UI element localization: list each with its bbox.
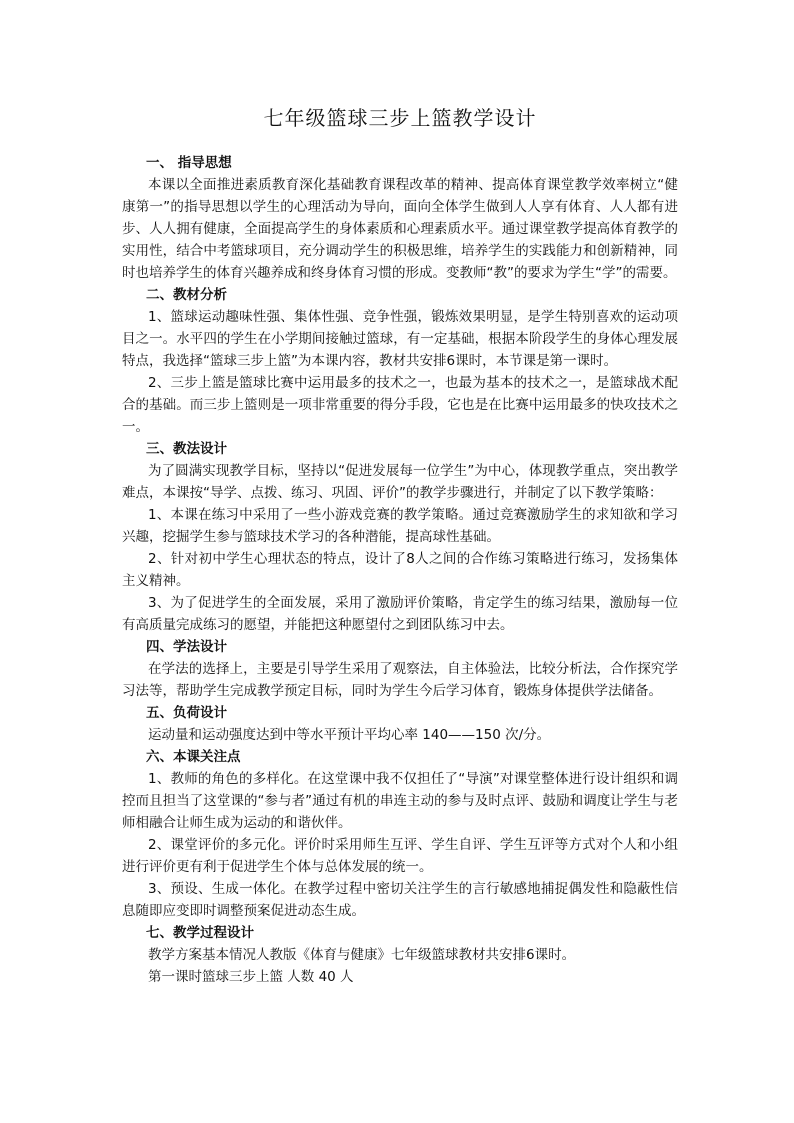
document-page: [122, 100, 678, 988]
paragraph: 3、预设、生成一体化。在教学过程中密切关注学生的言行敏感地捕捉偶发性和隐蔽性信息随即应变即时调整预案促进动态生成。: [122, 881, 678, 919]
paragraph: 本课以全面推进素质教育深化基础教育课程改革的精神、提高体育课堂教学效率树立“健康第一”的指导思想以学生的心理活动为导向，面向全体学生做到人人享有体育、人人都有进步、人人拥有健康，全面提高学生的身体素质和心理素质水平。通过课堂教学提高体育教学的实用性，结合中考篮球项目，充分调动学生的积极思维，培养学生的实践能力和创新精神，同时也培养学生的体育兴趣养成和终身体育习惯的形成。变教师“教”的要求为学生“学”的需要。: [122, 177, 678, 281]
paragraph: 运动量和运动强度达到中等水平预计平均心率 140——150 次/分。: [148, 727, 551, 743]
section-heading: 四、学法设计: [146, 639, 227, 655]
paragraph: 为了圆满实现教学目标，坚持以“促进发展每一位学生”为中心，体现教学重点，突出教学难点，本课按“导学、点拨、练习、巩固、评价”的教学步骤进行，并制定了以下教学策略：: [122, 463, 678, 501]
paragraph: 第一课时篮球三步上篮 人数 40 人: [148, 969, 354, 985]
paragraph: 1、教师的角色的多样化。在这堂课中我不仅担任了“导演”对课堂整体进行设计组织和调控而且担当了这堂课的“参与者”通过有机的串连主动的参与及时点评、鼓励和调度让学生与老师相融合让师生成为运动的和谐伙伴。: [122, 771, 678, 831]
paragraph: 2、针对初中学生心理状态的特点，设计了8人之间的合作练习策略进行练习，发扬集体主义精神。: [122, 551, 678, 589]
paragraph: 教学方案基本情况人教版《体育与健康》七年级篮球教材共安排6课时。: [148, 947, 576, 963]
section-heading: 一、 指导思想: [146, 155, 232, 171]
section-heading: 三、教法设计: [146, 441, 227, 457]
paragraph: 3、为了促进学生的全面发展，采用了激励评价策略，肯定学生的练习结果，激励每一位有高质量完成练习的愿望，并能把这种愿望付之到团队练习中去。: [122, 595, 678, 633]
document-body: [122, 152, 678, 988]
paragraph: 2、三步上篮是篮球比赛中运用最多的技术之一，也最为基本的技术之一，是篮球战术配合的基础。而三步上篮则是一项非常重要的得分手段，它也是在比赛中运用最多的快攻技术之一。: [122, 375, 678, 435]
section-heading: 七、教学过程设计: [146, 925, 254, 941]
paragraph: 在学法的选择上，主要是引导学生采用了观察法，自主体验法，比较分析法，合作探究学习法等，帮助学生完成教学预定目标，同时为学生今后学习体育，锻炼身体提供学法储备。: [122, 661, 678, 699]
document-title: 七年级篮球三步上篮教学设计: [263, 106, 537, 130]
paragraph: 1、本课在练习中采用了一些小游戏竞赛的教学策略。通过竞赛激励学生的求知欲和学习兴趣，挖掘学生参与篮球技术学习的各种潜能，提高球性基础。: [122, 507, 678, 545]
section-heading: 二、教材分析: [146, 287, 227, 303]
section-heading: 六、本课关注点: [146, 749, 241, 765]
paragraph: 1、篮球运动趣味性强、集体性强、竞争性强，锻炼效果明显，是学生特别喜欢的运动项目之一。水平四的学生在小学期间接触过篮球，有一定基础，根据本阶段学生的身体心理发展特点，我选择“篮球三步上篮”为本课内容，教材共安排6课时，本节课是第一课时。: [122, 309, 678, 369]
paragraph: 2、课堂评价的多元化。评价时采用师生互评、学生自评、学生互评等方式对个人和小组进行评价更有利于促进学生个体与总体发展的统一。: [122, 837, 678, 875]
section-heading: 五、负荷设计: [146, 705, 227, 721]
